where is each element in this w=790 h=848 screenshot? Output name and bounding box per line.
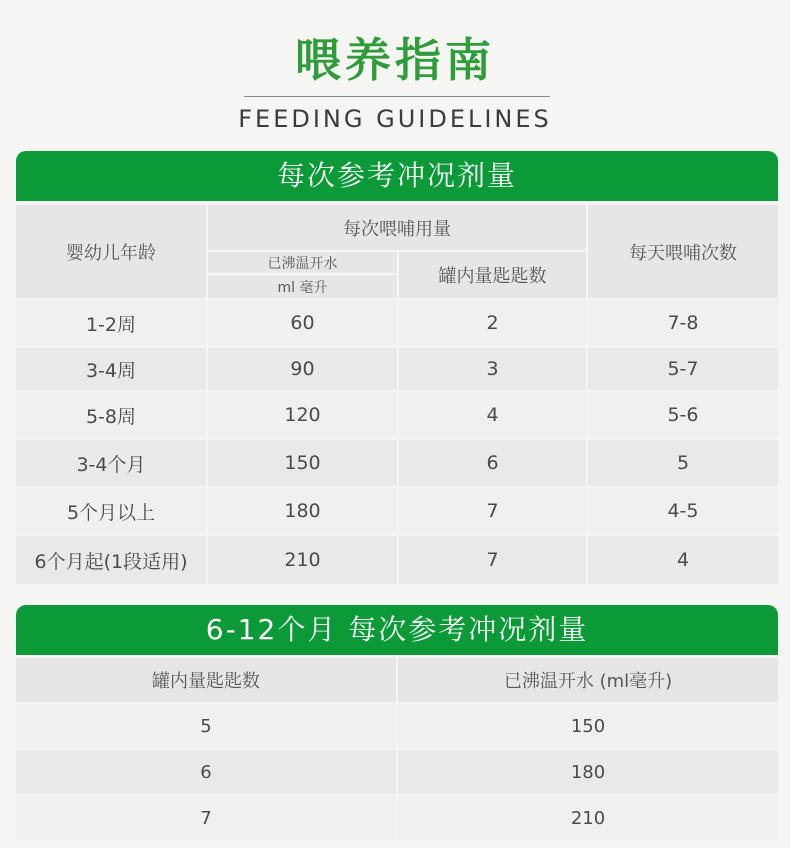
table2-row-scoops: 7 [16, 796, 396, 840]
table1-row-scoops: 6 [399, 440, 586, 486]
table2-row-water: 150 [398, 704, 778, 748]
table2-header-scoops: 罐内量匙匙数 [16, 658, 396, 702]
header-water-unit: ml 毫升 [208, 275, 397, 298]
table1-row-scoops: 2 [399, 300, 586, 346]
table1-row-water: 210 [208, 536, 397, 584]
table1-row-age: 1-2周 [16, 300, 206, 346]
table1-row-scoops: 3 [399, 348, 586, 390]
table2-row-water: 180 [398, 750, 778, 794]
table1-row-daily: 5-7 [588, 348, 778, 390]
table1-row-age: 6个月起(1段适用) [16, 536, 206, 584]
header-water: 已沸温开水 [208, 252, 397, 273]
table1-row-daily: 4 [588, 536, 778, 584]
table1-row-water: 60 [208, 300, 397, 346]
table1-row-scoops: 7 [399, 536, 586, 584]
table2-row-scoops: 6 [16, 750, 396, 794]
page-title: 喂养指南 [295, 33, 495, 87]
table1-row-daily: 7-8 [588, 300, 778, 346]
table1-row-age: 5个月以上 [16, 488, 206, 534]
header-daily-feeds: 每天喂哺次数 [588, 205, 778, 298]
table1-row-water: 150 [208, 440, 397, 486]
table1-row-daily: 5-6 [588, 392, 778, 438]
table1-row-scoops: 7 [399, 488, 586, 534]
header-per-feed: 每次喂哺用量 [208, 205, 586, 250]
table1-row-age: 3-4周 [16, 348, 206, 390]
title-divider [244, 96, 550, 97]
table1-banner: 每次参考冲况剂量 [16, 151, 778, 201]
table1-row-age: 5-8周 [16, 392, 206, 438]
page-subtitle: FEEDING GUIDELINES [238, 105, 552, 133]
table2-header-water: 已沸温开水 (ml毫升) [398, 658, 778, 702]
table2-row-water: 210 [398, 796, 778, 840]
header-age: 婴幼儿年龄 [16, 205, 206, 298]
table1-row-age: 3-4个月 [16, 440, 206, 486]
table2-banner: 6-12个月 每次参考冲况剂量 [16, 605, 778, 655]
table2-row-scoops: 5 [16, 704, 396, 748]
table1-row-water: 120 [208, 392, 397, 438]
table1-row-scoops: 4 [399, 392, 586, 438]
table1-row-daily: 5 [588, 440, 778, 486]
header-scoops: 罐内量匙匙数 [399, 252, 586, 298]
table1-row-daily: 4-5 [588, 488, 778, 534]
table1-row-water: 180 [208, 488, 397, 534]
table1-row-water: 90 [208, 348, 397, 390]
